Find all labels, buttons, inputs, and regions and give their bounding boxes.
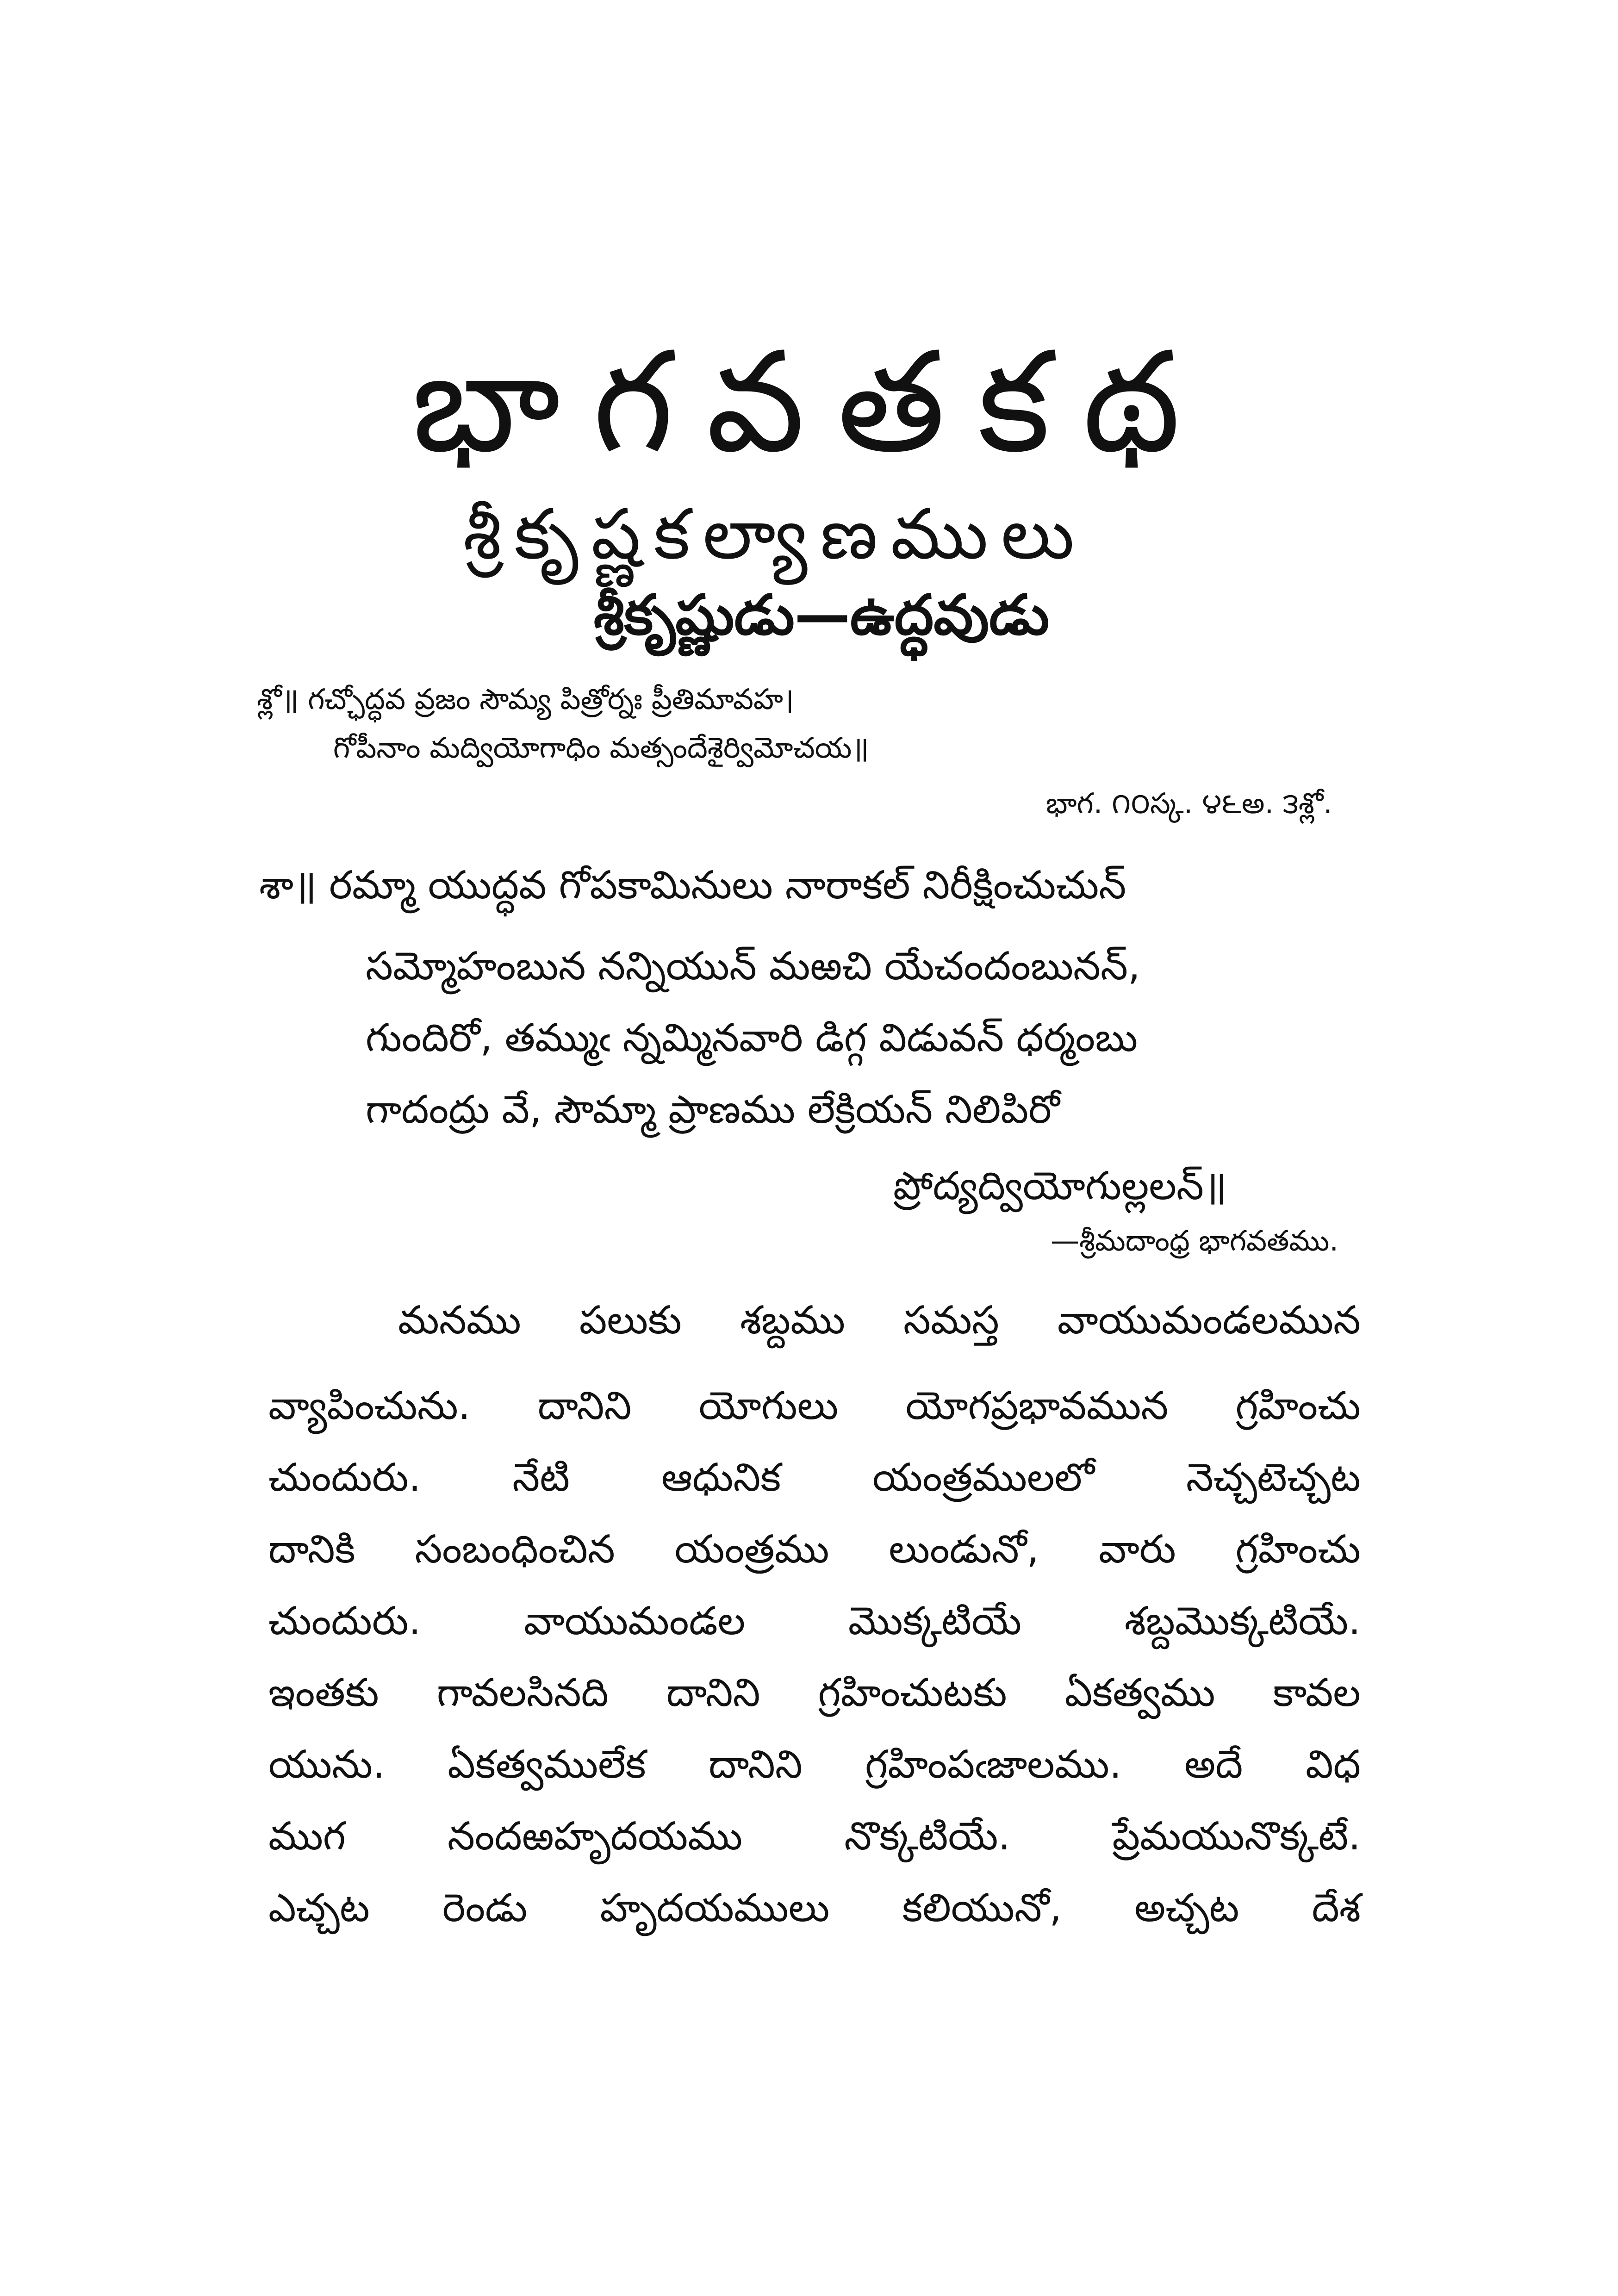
prose-line: ఇంతకు గావలసినది దానిని గ్రహించుటకు ఏకత్వము కావల — [268, 1670, 1361, 1715]
book-title: భాగవతకథ — [411, 322, 1213, 483]
sloka-reference: భాగ. ౧౦స్క. ౪౬అ. ౩శ్లో. — [1046, 786, 1332, 820]
prose-line: చుందురు. వాయుమండల మొక్కటియే శబ్దమొక్కటియే. — [268, 1598, 1361, 1643]
prose-line: చుందురు. నేటి ఆధునిక యంత్రములలో నెచ్చటెచ్చట — [268, 1455, 1361, 1500]
chapter-title: శ్రీకృష్ణకల్యాణములు — [463, 494, 1088, 575]
prose-line: మనము పలుకు శబ్దము సమస్త వాయుమండలమున — [398, 1297, 1361, 1343]
verse-line: గాదంద్రు వే, సౌమ్మా ప్రాణము లేక్రియన్ నిలిపిరో — [366, 1087, 1060, 1132]
section-heading: శ్రీకృష్ణుడు—ఉద్ధవుడు — [593, 583, 1050, 647]
sloka-line: గోపీనాం మద్వియోగాధిం మత్సందేశైర్విమోచయ॥ — [333, 731, 869, 765]
verse-line: ప్రోద్యద్వియోగుల్లలన్॥ — [893, 1163, 1227, 1208]
verse-line: శా॥ రమ్మా యుద్ధవ గోపకామినులు నారాకల్ నిరీక్షించుచున్ — [259, 862, 1126, 908]
sloka-line: శ్లో॥ గచ్ఛోద్ధవ వ్రజం సౌమ్య పిత్రోర్నః ప్రీతిమావహ। — [257, 682, 794, 716]
prose-line: ముగ నందఱహృదయము నొక్కటియే. ప్రేమయునొక్కటే. — [268, 1813, 1361, 1859]
prose-line: వ్యాపించును. దానిని యోగులు యోగప్రభావమున గ్రహించు — [268, 1383, 1361, 1428]
prose-line: ఎచ్చట రెండు హృదయములు కలియునో, అచ్చట దేశ — [268, 1885, 1361, 1930]
verse-source: —శ్రీమదాంధ్ర భాగవతము. — [1051, 1224, 1339, 1257]
prose-line: దానికి సంబంధించిన యంత్రము లుండునో, వారు గ్రహించు — [268, 1526, 1361, 1572]
verse-line: సమ్మోహంబున నన్నియున్ మఱచి యేచందంబునన్, — [366, 943, 1140, 989]
prose-line: యును. ఏకత్వములేక దానిని గ్రహింపఁజాలము. అదే విధ — [268, 1742, 1361, 1787]
verse-line: గుందిరో, తమ్ముఁ న్నమ్మినవారి డిగ్గ విడువన్ ధర్మంబు — [366, 1015, 1138, 1060]
